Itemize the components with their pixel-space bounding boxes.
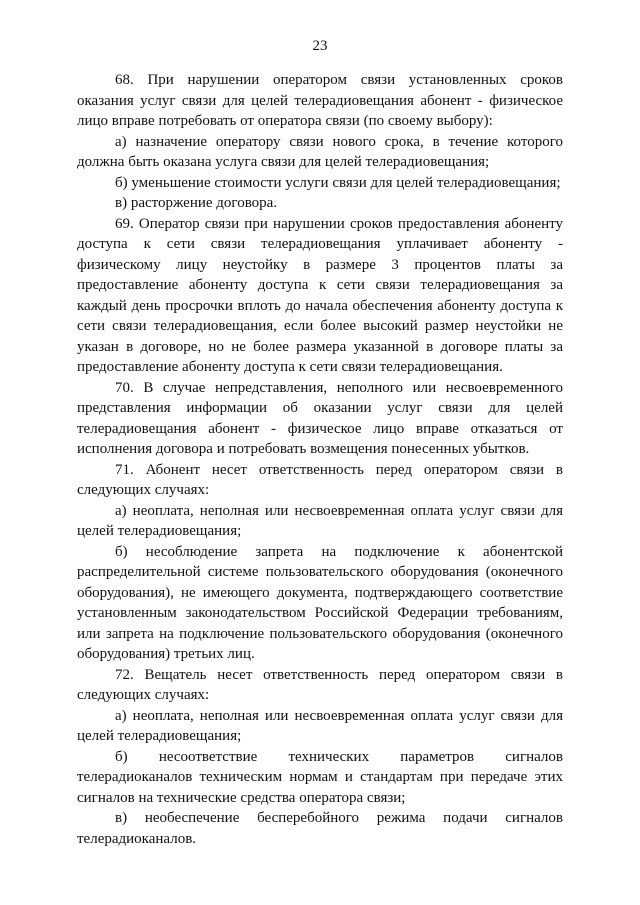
page-number: 23 bbox=[312, 38, 328, 54]
paragraph-71: 71. Абонент несет ответственность перед оператором связи в следующих случаях: bbox=[77, 461, 563, 498]
paragraph-71-b: б) несоблюдение запрета на подключение к абонентской распределительной системе пользовательского оборудования (оконечного оборудования), не имеющего документа, подтверждающего соответствие установленным законодательством Российской Федерации требованиям, или запрета на подключение пользовательского оборудования (оконечного оборудования) третьих лиц. bbox=[77, 543, 563, 662]
paragraph-70: 70. В случае непредставления, неполного или несвоевременного представления информации об оказании услуг связи для целей телерадиовещания абонент - физическое лицо вправе отказаться от исполнения договора и потребовать возмещения понесенных убытков. bbox=[77, 379, 563, 457]
paragraph-68-a: а) назначение оператору связи нового срока, в течение которого должна быть оказана услуга связи для целей телерадиовещания; bbox=[77, 133, 563, 170]
paragraph-71-a: а) неоплата, неполная или несвоевременная оплата услуг связи для целей телерадиовещания; bbox=[77, 502, 563, 539]
paragraph-72: 72. Вещатель несет ответственность перед оператором связи в следующих случаях: bbox=[77, 666, 563, 703]
paragraph-72-a: а) неоплата, неполная или несвоевременная оплата услуг связи для целей телерадиовещания; bbox=[77, 707, 563, 744]
paragraph-68-v: в) расторжение договора. bbox=[115, 195, 278, 211]
paragraph-69: 69. Оператор связи при нарушении сроков предоставления абоненту доступа к сети связи телерадиовещания уплачивает абоненту - физическому лицу неустойку в размере 3 процентов платы за предоставление абоненту доступа к сети связи телерадиовещания за каждый день просрочки вплоть до начала обеспечения абоненту доступа к сети связи телерадиовещания, если более высокий размер неустойки не указан в договоре, но не более размера указанной в договоре платы за предоставление абоненту доступа к сети связи телерадиовещания. bbox=[77, 215, 563, 375]
paragraph-72-v: в) необеспечение бесперебойного режима подачи сигналов телерадиоканалов. bbox=[77, 810, 563, 847]
paragraph-68: 68. При нарушении оператором связи установленных сроков оказания услуг связи для целей телерадиовещания абонент - физическое лицо вправе потребовать от оператора связи (по своему выбору): bbox=[77, 72, 563, 129]
paragraph-68-b: б) уменьшение стоимости услуги связи для целей телерадиовещания; bbox=[115, 174, 561, 191]
paragraph-72-b: б) несоответствие технических параметров сигналов телерадиоканалов техническим нормам и стандартам при передаче этих сигналов на технические средства оператора связи; bbox=[77, 748, 563, 806]
document-body bbox=[77, 70, 563, 849]
